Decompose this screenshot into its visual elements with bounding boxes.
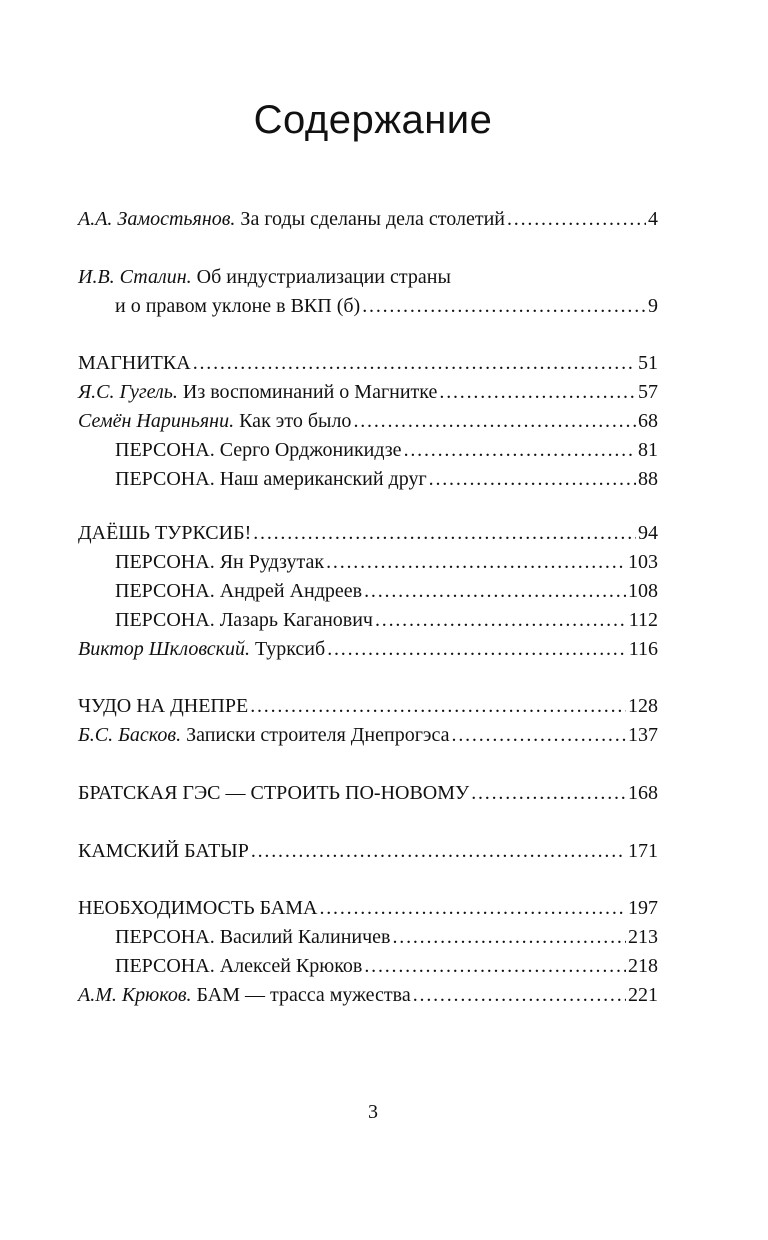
toc-entry xyxy=(78,952,658,981)
toc-section xyxy=(78,894,658,923)
toc-entry xyxy=(78,292,658,321)
entry-title: ПЕРСОНА. Андрей Андреев xyxy=(115,580,363,602)
entry-text xyxy=(78,606,373,635)
toc-entry xyxy=(78,407,658,436)
entry-page-number: 94 xyxy=(638,522,658,544)
toc-entry xyxy=(78,635,658,664)
entry-page-number: 57 xyxy=(638,381,658,403)
entry-author: Б.С. Басков. xyxy=(78,724,182,746)
dot-leader xyxy=(429,465,636,494)
dot-leader xyxy=(364,577,626,606)
entry-page-number: 116 xyxy=(628,638,658,660)
dot-leader xyxy=(507,205,646,234)
entry-text xyxy=(78,436,402,465)
toc-section xyxy=(78,349,658,378)
entry-title: ПЕРСОНА. Василий Калиничев xyxy=(115,926,391,948)
entry-text xyxy=(78,635,325,664)
entry-author: Семён Нариньяни. xyxy=(78,410,235,432)
entry-page-number: 68 xyxy=(638,410,658,432)
entry-title: ПЕРСОНА. Наш американский друг xyxy=(115,468,427,490)
dot-leader xyxy=(193,349,636,378)
entry-title: Из воспоминаний о Магнитке xyxy=(177,381,438,403)
entry-author: Я.С. Гугель. xyxy=(78,381,178,403)
dot-leader xyxy=(364,952,626,981)
page-number-footer: 3 xyxy=(368,1101,378,1123)
entry-title: МАГНИТКА xyxy=(78,352,191,374)
entry-text xyxy=(78,577,362,606)
dot-leader xyxy=(362,292,646,321)
dot-leader xyxy=(250,692,626,721)
dot-leader xyxy=(452,721,626,750)
dot-leader xyxy=(319,894,626,923)
entry-page-number: 112 xyxy=(628,609,658,631)
entry-title: ДАЁШЬ ТУРКСИБ! xyxy=(78,522,252,544)
entry-text xyxy=(78,837,249,866)
entry-page-number: 213 xyxy=(628,926,658,948)
dot-leader xyxy=(471,779,626,808)
entry-page-number: 4 xyxy=(648,208,658,230)
entry-text xyxy=(78,779,469,808)
dot-leader xyxy=(251,837,626,866)
entry-text xyxy=(78,349,191,378)
entry-text xyxy=(78,721,450,750)
dot-leader xyxy=(413,981,626,1010)
entry-text xyxy=(78,205,505,234)
entry-text xyxy=(78,981,411,1010)
toc-entry xyxy=(78,378,658,407)
toc-section xyxy=(78,692,658,721)
entry-title: БАМ — трасса мужества xyxy=(191,984,411,1006)
entry-title: ПЕРСОНА. Лазарь Каганович xyxy=(115,609,373,631)
entry-page-number: 51 xyxy=(638,352,658,374)
entry-page-number: 137 xyxy=(628,724,658,746)
toc-section xyxy=(78,519,658,548)
entry-author: И.В. Сталин. xyxy=(78,266,192,288)
entry-page-number: 221 xyxy=(628,984,658,1006)
entry-title: ЧУДО НА ДНЕПРЕ xyxy=(78,695,249,717)
entry-page-number: 168 xyxy=(628,782,658,804)
entry-page-number: 197 xyxy=(628,897,658,919)
entry-page-number: 9 xyxy=(648,295,658,317)
toc-entry xyxy=(78,436,658,465)
toc-entry xyxy=(78,721,658,750)
dot-leader xyxy=(375,606,627,635)
entry-title: Об индустриализации страны xyxy=(191,266,451,288)
entry-text xyxy=(78,952,362,981)
entry-text xyxy=(78,519,251,548)
toc-entry xyxy=(78,577,658,606)
entry-text xyxy=(78,407,351,436)
entry-text xyxy=(78,378,437,407)
dot-leader xyxy=(253,519,636,548)
entry-author: А.А. Замостьянов. xyxy=(78,208,236,230)
entry-page-number: 108 xyxy=(628,580,658,602)
toc-entry xyxy=(78,465,658,494)
entry-title: Записки строителя Днепрогэса xyxy=(181,724,450,746)
entry-page-number: 88 xyxy=(638,468,658,490)
entry-title: КАМСКИЙ БАТЫР xyxy=(78,840,249,862)
entry-text xyxy=(78,465,427,494)
entry-title: БРАТСКАЯ ГЭС — СТРОИТЬ ПО-НОВОМУ xyxy=(78,782,470,804)
entry-text xyxy=(78,923,390,952)
entry-text xyxy=(78,548,324,577)
toc-entry xyxy=(78,205,658,234)
toc-entry xyxy=(78,981,658,1010)
entry-page-number: 81 xyxy=(638,439,658,461)
entry-text xyxy=(78,894,317,923)
entry-page-number: 171 xyxy=(628,840,658,862)
entry-text xyxy=(78,292,360,321)
entry-title: ПЕРСОНА. Алексей Крюков xyxy=(115,955,363,977)
entry-author: А.М. Крюков. xyxy=(78,984,192,1006)
dot-leader xyxy=(326,548,626,577)
toc-entry xyxy=(78,548,658,577)
entry-title: ПЕРСОНА. Серго Орджоникидзе xyxy=(115,439,402,461)
entry-text xyxy=(78,263,451,292)
entry-title: ПЕРСОНА. Ян Рудзутак xyxy=(115,551,325,573)
dot-leader xyxy=(392,923,626,952)
entry-page-number: 218 xyxy=(628,955,658,977)
entry-title: НЕОБХОДИМОСТЬ БАМА xyxy=(78,897,318,919)
dot-leader xyxy=(404,436,636,465)
page-title: Содержание xyxy=(253,98,493,142)
entry-page-number: 103 xyxy=(628,551,658,573)
entry-page-number: 128 xyxy=(628,695,658,717)
dot-leader xyxy=(327,635,627,664)
toc-entry xyxy=(78,923,658,952)
dot-leader xyxy=(353,407,636,436)
dot-leader xyxy=(439,378,636,407)
entry-title: и о правом уклоне в ВКП (б) xyxy=(115,295,361,317)
toc-entry xyxy=(78,606,658,635)
entry-title: За годы сделаны дела столетий xyxy=(235,208,505,230)
entry-text xyxy=(78,692,248,721)
toc-section xyxy=(78,779,658,808)
entry-title: Турксиб xyxy=(249,638,326,660)
entry-title: Как это было xyxy=(234,410,352,432)
toc-entry xyxy=(78,263,658,292)
entry-author: Виктор Шкловский. xyxy=(78,638,250,660)
toc-section xyxy=(78,837,658,866)
